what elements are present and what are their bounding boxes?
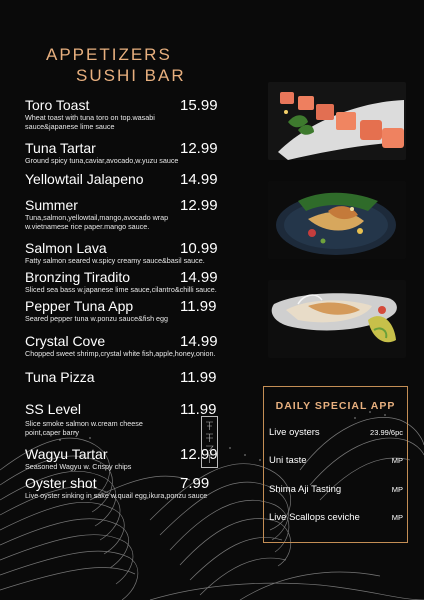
item-name: Tuna Pizza [25, 369, 95, 385]
tiradito-photo [268, 280, 406, 358]
item-desc: Wheat toast with tuna toro on top.wasabi [25, 113, 155, 122]
special-item-name: Uni taste [269, 455, 307, 466]
item-desc: Seared pepper tuna w.ponzu sauce&fish egg [25, 314, 169, 323]
salmon-sushi-photo [268, 82, 406, 160]
item-desc: Sliced sea bass w.japanese lime sauce,cilantro&chilli sauce. [25, 285, 217, 294]
menu-item [25, 299, 255, 324]
item-name: Yellowtail Jalapeno [25, 171, 144, 187]
item-price: 14.99 [180, 171, 218, 188]
item-price: 14.99 [180, 269, 218, 286]
menu-item [25, 98, 255, 131]
item-desc: Fatty salmon seared w.spicy creamy sauce&basil sauce. [25, 256, 205, 265]
item-name: Summer [25, 197, 78, 213]
item-name: SS Level [25, 401, 82, 417]
menu-item [25, 141, 255, 166]
special-item-name: Live Scallops ceviche [269, 512, 360, 523]
menu-item [25, 241, 255, 266]
item-name: Oyster shot [25, 475, 97, 491]
item-desc: sauce&japanese lime sauce [25, 121, 115, 131]
item-name: Pepper Tuna App [25, 298, 134, 314]
item-price: 12.99 [180, 140, 218, 157]
special-item-price: MP [391, 456, 403, 465]
item-price: 10.99 [180, 240, 218, 257]
item-desc: Chopped sweet shrimp,crystal white fish,apple,honey,onion. [25, 349, 216, 358]
menu-item [25, 476, 255, 501]
item-price: 11.99 [180, 401, 217, 418]
item-price: 14.99 [180, 333, 218, 350]
menu-item [25, 447, 255, 472]
heading-appetizers: APPETIZERS [46, 45, 172, 64]
item-desc: Slice smoke salmon w.cream cheese [25, 419, 143, 428]
menu-item [25, 334, 255, 359]
item-desc: Ground spicy tuna,caviar,avocado,w.yuzu sauce [25, 156, 179, 165]
item-desc: point,caper barry [25, 427, 79, 437]
vertical-stamp-decoration [201, 416, 218, 468]
item-name: Wagyu Tartar [25, 446, 108, 462]
item-price: 7.99 [180, 475, 210, 492]
special-item-price: 23.99/6pc [370, 428, 403, 437]
item-price: 11.99 [180, 298, 217, 315]
item-desc: w.vietnamese rice paper.mango sauce. [25, 221, 150, 231]
item-name: Crystal Cove [25, 333, 106, 349]
item-name: Bronzing Tiradito [25, 269, 131, 285]
special-item-price: MP [391, 485, 403, 494]
item-price: 15.99 [180, 97, 218, 114]
menu-item [25, 370, 255, 385]
daily-special-box [263, 386, 408, 543]
special-title: DAILY SPECIAL APP [275, 400, 396, 412]
item-price: 11.99 [180, 369, 217, 386]
menu-item [25, 198, 255, 231]
menu-item [25, 402, 255, 437]
item-desc: Tuna,salmon,yellowtail,mango,avocado wrap [25, 213, 169, 222]
seared-fish-photo [268, 181, 406, 259]
heading-sushi-bar: SUSHI BAR [76, 66, 186, 85]
special-item-name: Live oysters [269, 427, 320, 438]
special-item-price: MP [391, 513, 403, 522]
item-desc: Seasoned Wagyu w. Crispy chips [25, 462, 132, 471]
item-price: 12.99 [180, 197, 218, 214]
item-name: Tuna Tartar [25, 140, 96, 156]
menu-item [25, 172, 255, 187]
menu-item [25, 270, 255, 295]
item-price: 12.99 [180, 446, 218, 463]
item-name: Toro Toast [25, 97, 90, 113]
item-desc: Live oyster sinking in sake w.quail egg,ikura,ponzu sauce [25, 491, 208, 500]
special-item-name: Shima Aji Tasting [269, 484, 342, 495]
item-name: Salmon Lava [25, 240, 107, 256]
